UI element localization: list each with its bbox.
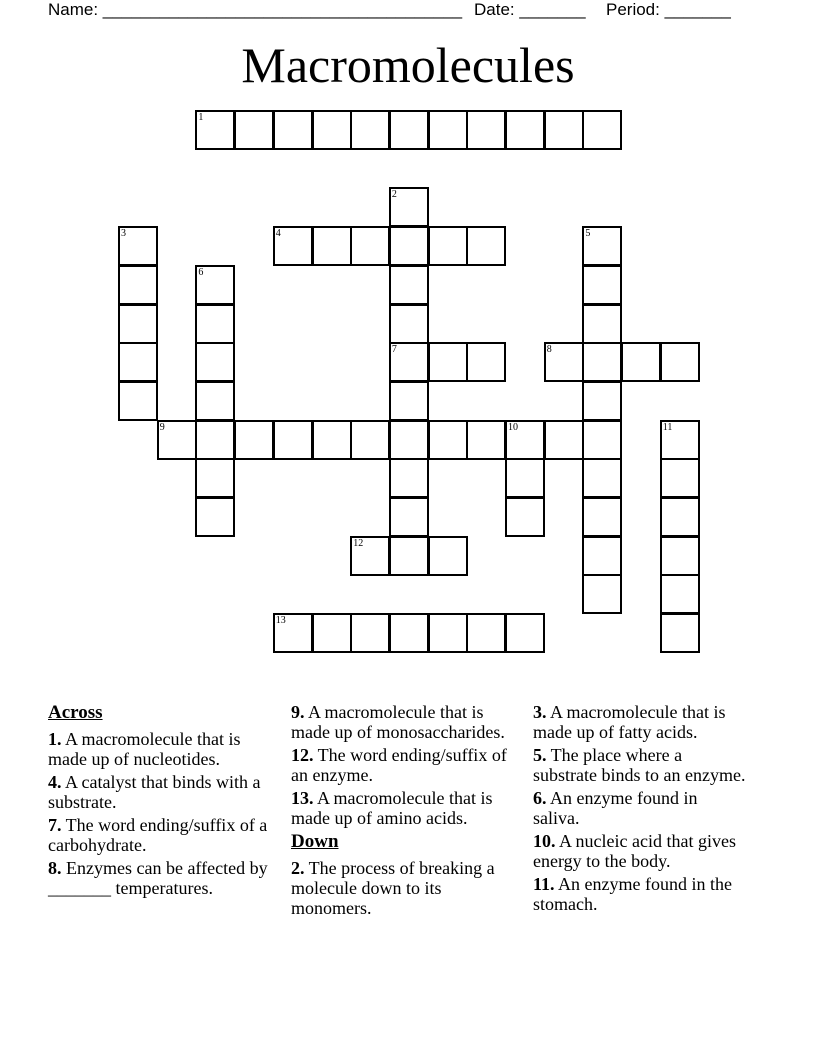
- crossword-cell[interactable]: [195, 265, 235, 305]
- crossword-cell[interactable]: [389, 304, 429, 344]
- crossword-cell[interactable]: [312, 613, 352, 653]
- crossword-cell[interactable]: [660, 497, 700, 537]
- crossword-cell[interactable]: [195, 497, 235, 537]
- clues-column-3: [533, 702, 748, 917]
- crossword-cell[interactable]: [505, 497, 545, 537]
- crossword-cell[interactable]: [621, 342, 661, 382]
- crossword-cell[interactable]: [582, 110, 622, 150]
- crossword-cell[interactable]: [466, 613, 506, 653]
- crossword-cell[interactable]: [195, 458, 235, 498]
- crossword-cell[interactable]: [157, 420, 197, 460]
- crossword-cell[interactable]: [273, 613, 313, 653]
- name-field-label: Name: ______________________________________: [48, 0, 463, 19]
- clue-number: 13: [275, 615, 286, 627]
- clue-number: 2: [391, 189, 397, 201]
- crossword-cell[interactable]: [660, 613, 700, 653]
- page-title: Macromolecules: [241, 37, 575, 93]
- crossword-cell[interactable]: [312, 110, 352, 150]
- clue-across-9: 9. A macromolecule that is made up of monosaccharides.: [291, 702, 505, 742]
- down-heading: Down: [291, 831, 339, 852]
- crossword-cell[interactable]: [118, 304, 158, 344]
- crossword-cell[interactable]: [389, 342, 429, 382]
- crossword-cell[interactable]: [118, 381, 158, 421]
- crossword-cell[interactable]: [428, 536, 468, 576]
- crossword-cell[interactable]: [389, 226, 429, 266]
- clue-down-10: 10. A nucleic acid that gives energy to the body.: [533, 831, 736, 871]
- crossword-cell[interactable]: [544, 342, 584, 382]
- crossword-cell[interactable]: [195, 342, 235, 382]
- clue-across-1: 1. A macromolecule that is made up of nucleotides.: [48, 729, 241, 769]
- clue-number: 11: [662, 421, 673, 433]
- crossword-cell[interactable]: [505, 110, 545, 150]
- clue-number: 4: [275, 228, 281, 240]
- clue-down-2: 2. The process of breaking a molecule down to its monomers.: [291, 858, 495, 918]
- crossword-cell[interactable]: [195, 420, 235, 460]
- crossword-cell[interactable]: [582, 265, 622, 305]
- clue-across-4: 4. A catalyst that binds with a substrate.: [48, 772, 261, 812]
- clue-across-8: 8. Enzymes can be affected by _______ temperatures.: [48, 858, 268, 898]
- crossword-cell[interactable]: [505, 458, 545, 498]
- clue-down-11: 11. An enzyme found in the stomach.: [533, 874, 732, 914]
- crossword-cell[interactable]: [312, 420, 352, 460]
- across-heading: Across: [48, 702, 103, 723]
- clue-across-7: 7. The word ending/suffix of a carbohydrate.: [48, 815, 268, 855]
- crossword-cell[interactable]: [350, 226, 390, 266]
- crossword-cell[interactable]: [234, 110, 274, 150]
- crossword-cell[interactable]: [582, 381, 622, 421]
- crossword-cell[interactable]: [195, 110, 235, 150]
- crossword-cell[interactable]: [389, 613, 429, 653]
- crossword-cell[interactable]: [389, 420, 429, 460]
- crossword-cell[interactable]: [312, 226, 352, 266]
- crossword-cell[interactable]: [350, 536, 390, 576]
- crossword-cell[interactable]: [195, 381, 235, 421]
- crossword-cell[interactable]: [582, 420, 622, 460]
- crossword-cell[interactable]: [582, 342, 622, 382]
- crossword-cell[interactable]: [582, 574, 622, 614]
- crossword-cell[interactable]: [660, 420, 700, 460]
- clue-down-5: 5. The place where a substrate binds to an enzyme.: [533, 745, 746, 785]
- crossword-cell[interactable]: [660, 458, 700, 498]
- crossword-cell[interactable]: [350, 420, 390, 460]
- crossword-cell[interactable]: [582, 536, 622, 576]
- crossword-cell[interactable]: [660, 342, 700, 382]
- crossword-cell[interactable]: [195, 304, 235, 344]
- crossword-cell[interactable]: [428, 613, 468, 653]
- clue-number: 6: [198, 266, 204, 278]
- clue-number: 10: [508, 421, 518, 433]
- crossword-cell[interactable]: [389, 497, 429, 537]
- clue-number: 12: [353, 537, 364, 549]
- crossword-cell[interactable]: [582, 226, 622, 266]
- crossword-cell[interactable]: [389, 265, 429, 305]
- crossword-cell[interactable]: [273, 226, 313, 266]
- crossword-cell[interactable]: [582, 497, 622, 537]
- crossword-cell[interactable]: [118, 226, 158, 266]
- date-field-label: Date: _______: [474, 0, 586, 19]
- crossword-cell[interactable]: [389, 458, 429, 498]
- clue-down-6: 6. An enzyme found in saliva.: [533, 788, 698, 828]
- crossword-cell[interactable]: [428, 420, 468, 460]
- clue-across-12: 12. The word ending/suffix of an enzyme.: [291, 745, 507, 785]
- clue-number: 7: [391, 344, 397, 356]
- crossword-cell[interactable]: [389, 187, 429, 227]
- crossword-cell[interactable]: [466, 110, 506, 150]
- crossword-cell[interactable]: [660, 536, 700, 576]
- crossword-cell[interactable]: [389, 110, 429, 150]
- crossword-cell[interactable]: [428, 226, 468, 266]
- clue-number: 1: [198, 112, 204, 123]
- period-field-label: Period: _______: [606, 0, 731, 19]
- crossword-cell[interactable]: [389, 381, 429, 421]
- crossword-cell[interactable]: [428, 342, 468, 382]
- clue-number: 8: [546, 344, 552, 356]
- crossword-cell[interactable]: [428, 110, 468, 150]
- crossword-cell[interactable]: [350, 613, 390, 653]
- crossword-cell[interactable]: [118, 265, 158, 305]
- crossword-cell[interactable]: [544, 420, 584, 460]
- clue-number: 5: [585, 228, 591, 240]
- clues-column-1: [48, 702, 278, 901]
- crossword-cell[interactable]: [118, 342, 158, 382]
- crossword-cell[interactable]: [389, 536, 429, 576]
- crossword-cell[interactable]: [466, 342, 506, 382]
- crossword-cell[interactable]: [273, 420, 313, 460]
- crossword-cell[interactable]: [582, 304, 622, 344]
- crossword-cell[interactable]: [234, 420, 274, 460]
- clues-column-2: [291, 702, 526, 921]
- clue-number: 9: [159, 421, 165, 433]
- crossword-cell[interactable]: [544, 110, 584, 150]
- crossword-cell[interactable]: [582, 458, 622, 498]
- crossword-cell[interactable]: [466, 420, 506, 460]
- crossword-cell[interactable]: [350, 110, 390, 150]
- clue-number: 3: [121, 228, 126, 240]
- crossword-cell[interactable]: [660, 574, 700, 614]
- crossword-cell[interactable]: [505, 420, 545, 460]
- crossword-cell[interactable]: [466, 226, 506, 266]
- crossword-cell[interactable]: [505, 613, 545, 653]
- clue-down-3: 3. A macromolecule that is made up of fatty acids.: [533, 702, 726, 742]
- crossword-cell[interactable]: [273, 110, 313, 150]
- clue-across-13: 13. A macromolecule that is made up of amino acids.: [291, 788, 493, 828]
